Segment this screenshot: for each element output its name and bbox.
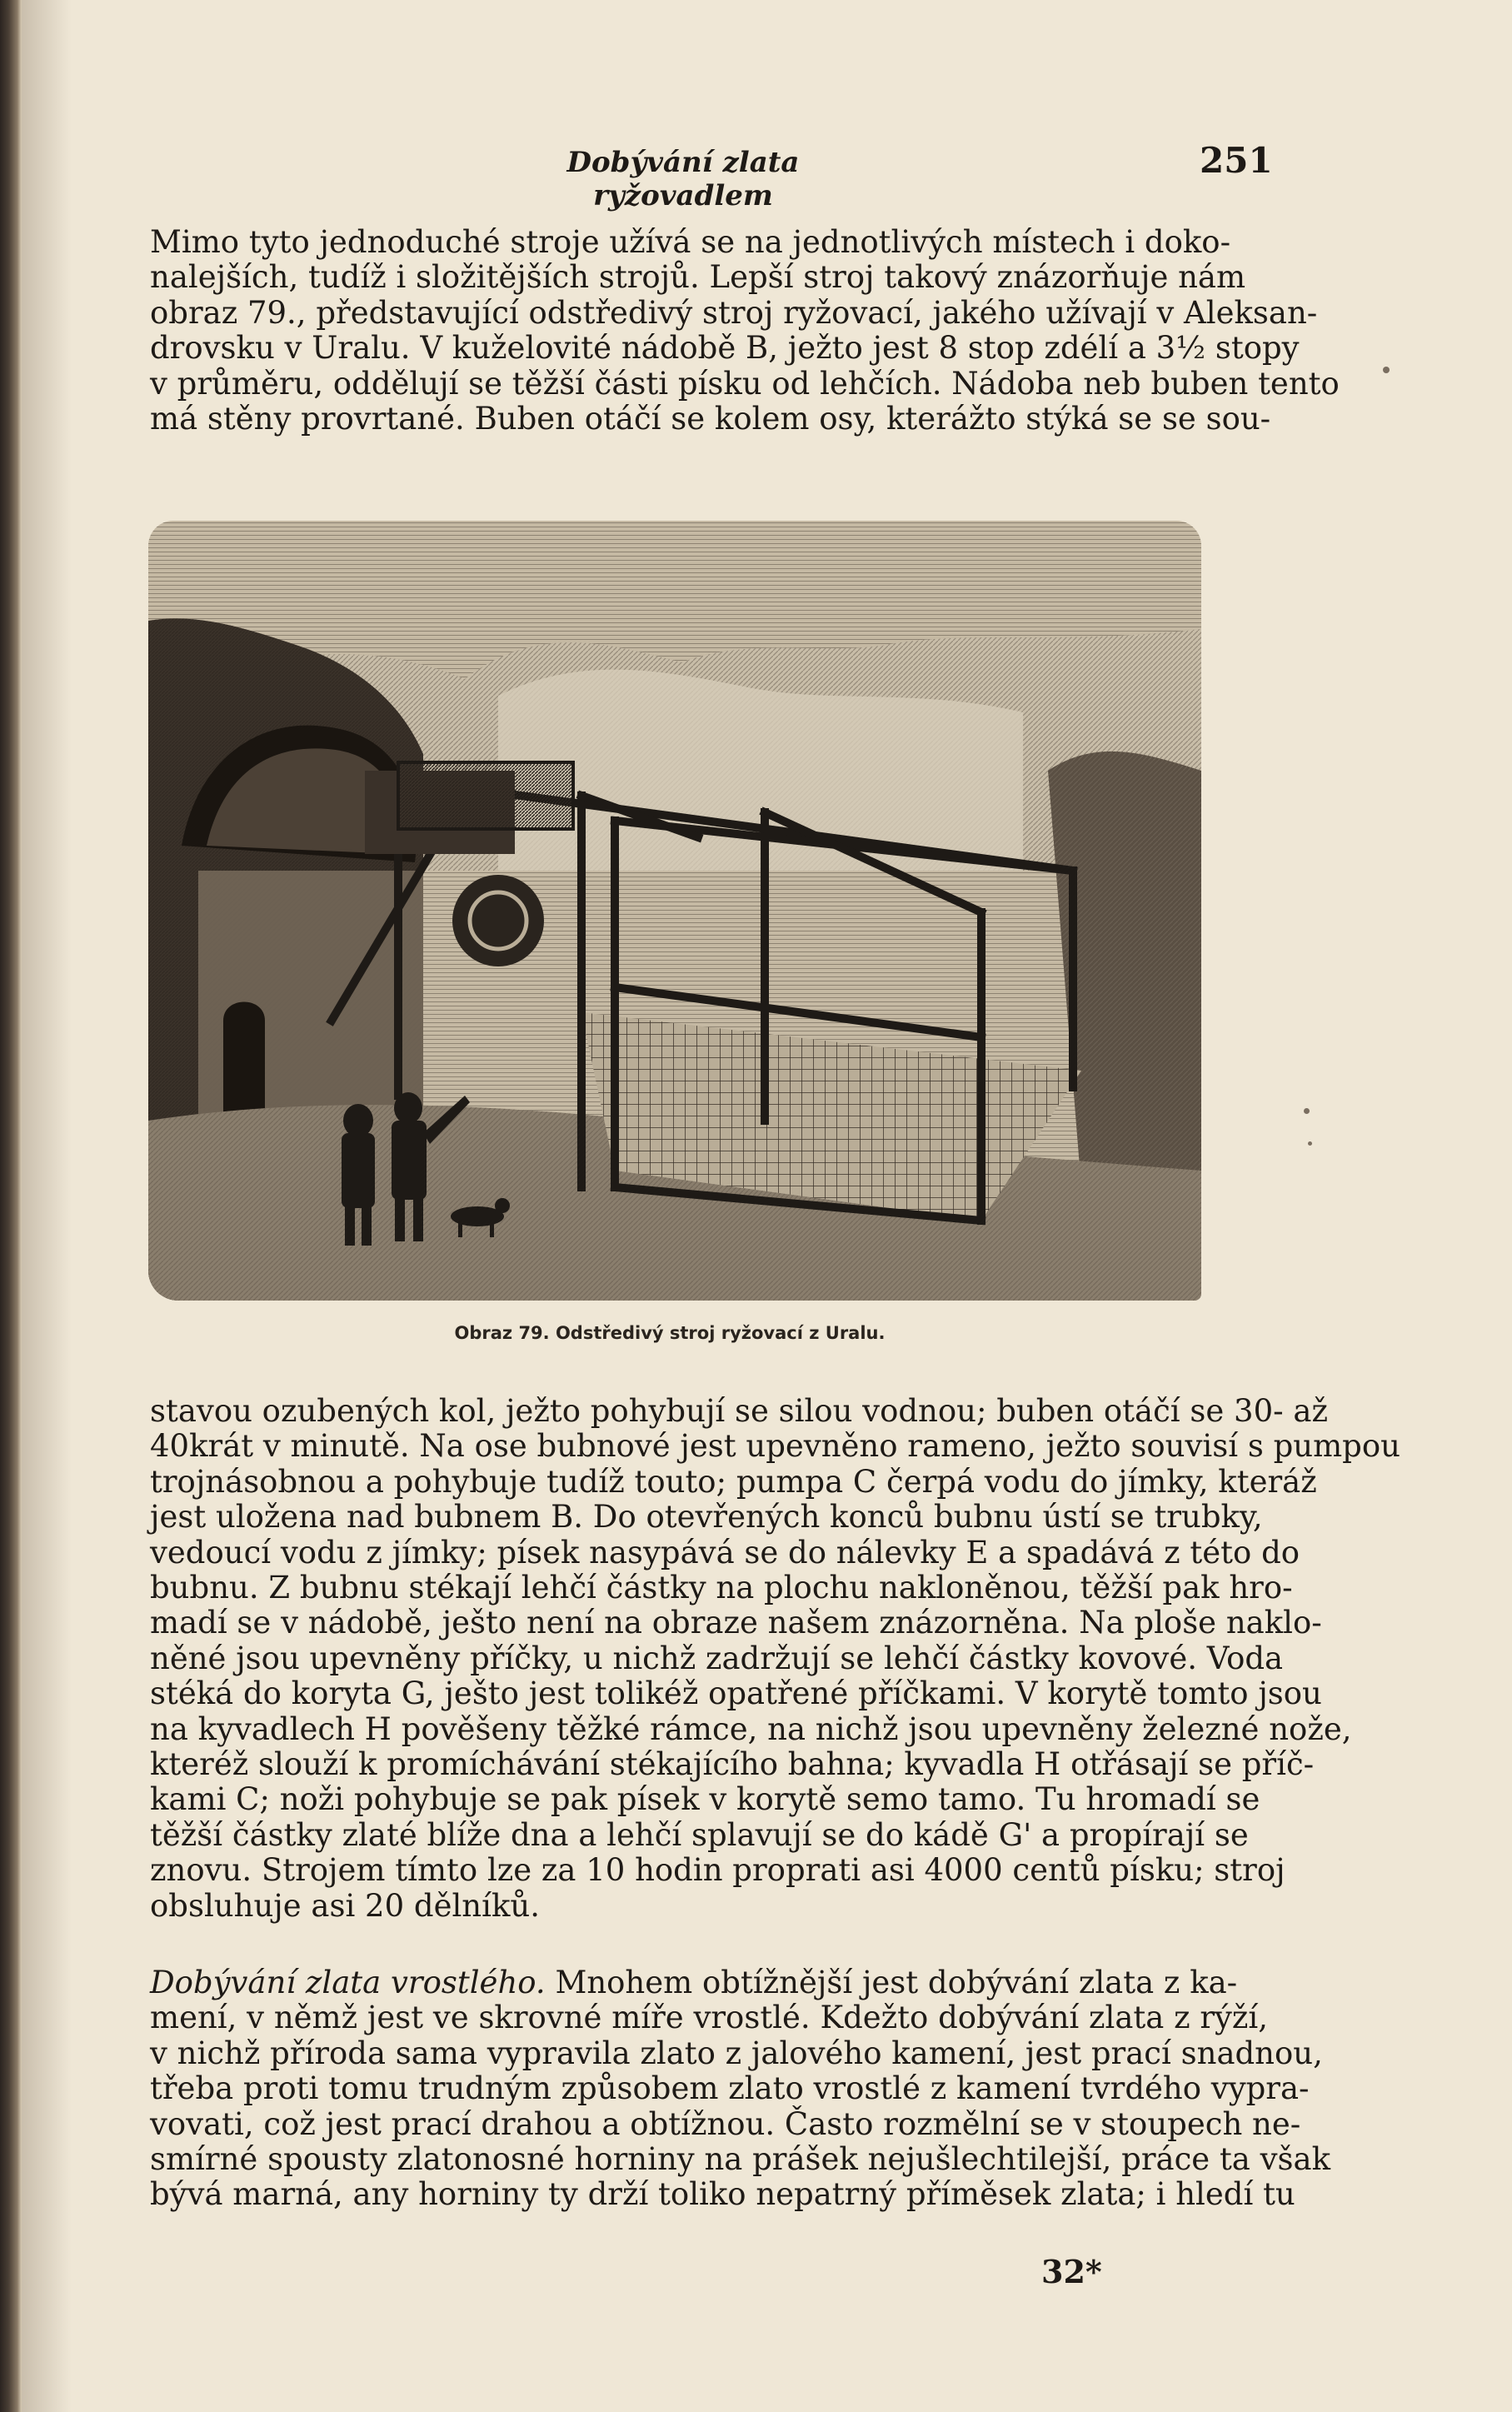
page-number: 251 bbox=[1200, 140, 1273, 181]
book-spine bbox=[0, 0, 22, 2412]
text-fragment: Mnohem obtížnější jest dobývání zlata z ka- bbox=[555, 1965, 1238, 2000]
text-line: v průměru, oddělují se těžší části písku od lehčích. Nádoba neb buben tento bbox=[150, 365, 1340, 402]
text-line: třeba proti tomu trudným způsobem zlato vrostlé z kamení tvrdého vypra- bbox=[150, 2070, 1310, 2107]
text-line: nalejších, tudíž i složitějších strojů. Lepší stroj takový znázorňuje nám bbox=[150, 259, 1246, 296]
figure-caption: Obraz 79. Odstředivý stroj ryžovací z Uralu. bbox=[454, 1323, 886, 1343]
text-line: vovati, což jest prací drahou a obtížnou. Často rozmělní se v stoupech ne- bbox=[150, 2105, 1301, 2142]
text-line: obraz 79., představující odstředivý stroj ryžovací, jakého užívají v Aleksan- bbox=[150, 294, 1318, 331]
text-line: vedoucí vodu z jímky; písek nasypává se do nálevky E a spadává z této do bbox=[150, 1534, 1300, 1571]
text-line bbox=[150, 1965, 1266, 2000]
text-line: v nichž příroda sama vypravila zlato z jalového kamení, jest prací snadnou, bbox=[150, 2035, 1323, 2071]
gutter-shadow bbox=[22, 0, 72, 2412]
text-line: stavou ozubených kol, ježto pohybují se silou vodnou; buben otáčí se 30- až bbox=[150, 1393, 1328, 1429]
paper-speck bbox=[1308, 1141, 1312, 1146]
text-line: obsluhuje asi 20 dělníků. bbox=[150, 1887, 540, 1924]
running-title: Dobývání zlata ryžovadlem bbox=[566, 146, 800, 212]
text-line: drovsku v Uralu. V kuželovité nádobě B, ježto jest 8 stop zdélí a 3½ stopy bbox=[150, 330, 1300, 367]
text-line: 40krát v minutě. Na ose bubnové jest upevněno rameno, ježto souvisí s pumpou bbox=[150, 1428, 1400, 1465]
paragraph-3 bbox=[150, 1965, 1331, 2213]
paragraph-2 bbox=[150, 1393, 1400, 1924]
text-line: jest uložena nad bubnem B. Do otevřených konců bubnu ústí se trubky, bbox=[150, 1499, 1263, 1536]
text-line: těžší částky zlaté blíže dna a lehčí splavují se do kádě G' a propírají se bbox=[150, 1816, 1249, 1853]
text-line: Mimo tyto jednoduché stroje užívá se na jednotlivých místech i doko- bbox=[150, 224, 1231, 260]
text-line: trojnásobnou a pohybuje tudíž touto; pumpa C čerpá vodu do jímky, kteráž bbox=[150, 1463, 1317, 1500]
engraving-illustration bbox=[148, 521, 1201, 1301]
text-line: smírné spousty zlatonosné horniny na prášek nejušlechtilejší, práce ta však bbox=[150, 2141, 1331, 2178]
text-line: bývá marná, any horniny ty drží toliko nepatrný příměsek zlata; i hledí tu bbox=[150, 2176, 1295, 2213]
text-line: kami C; noži pohybuje se pak písek v korytě semo tamo. Tu hromadí se bbox=[150, 1781, 1260, 1818]
text-line: něné jsou upevněny příčky, u nichž zadržují se lehčí částky kovové. Voda bbox=[150, 1640, 1284, 1676]
text-line: má stěny provrtané. Buben otáčí se kolem osy, kterážto stýká se se sou- bbox=[150, 401, 1271, 437]
text-line: znovu. Strojem tímto lze za 10 hodin proprati asi 4000 centů písku; stroj bbox=[150, 1852, 1285, 1889]
text-line: madí se v nádobě, ješto není na obraze našem znázorněna. Na ploše naklo- bbox=[150, 1605, 1322, 1641]
text-line: stéká do koryta G, ješto jest tolikéž opatřené příčkami. V korytě tomto jsou bbox=[150, 1675, 1322, 1712]
text-line: kteréž slouží k promíchávání stékajícího bahna; kyvadla H otřásají se příč- bbox=[150, 1746, 1315, 1783]
text-line: mení, v němž jest ve skrovné míře vrostlé. Kdežto dobývání zlata z rýží, bbox=[150, 2000, 1269, 2036]
signature-mark: 32* bbox=[1041, 2253, 1102, 2290]
paper-speck bbox=[1304, 1108, 1310, 1114]
text-line: bubnu. Z bubnu stékají lehčí částky na plochu nakloněnou, těžší pak hro- bbox=[150, 1570, 1293, 1606]
paragraph-1 bbox=[150, 224, 1340, 437]
text-line: na kyvadlech H pověšeny těžké rámce, na nichž jsou upevněny železné nože, bbox=[150, 1710, 1352, 1747]
paper-speck bbox=[1383, 367, 1390, 373]
section-heading: Dobývání zlata vrostlého. bbox=[150, 1965, 546, 2000]
